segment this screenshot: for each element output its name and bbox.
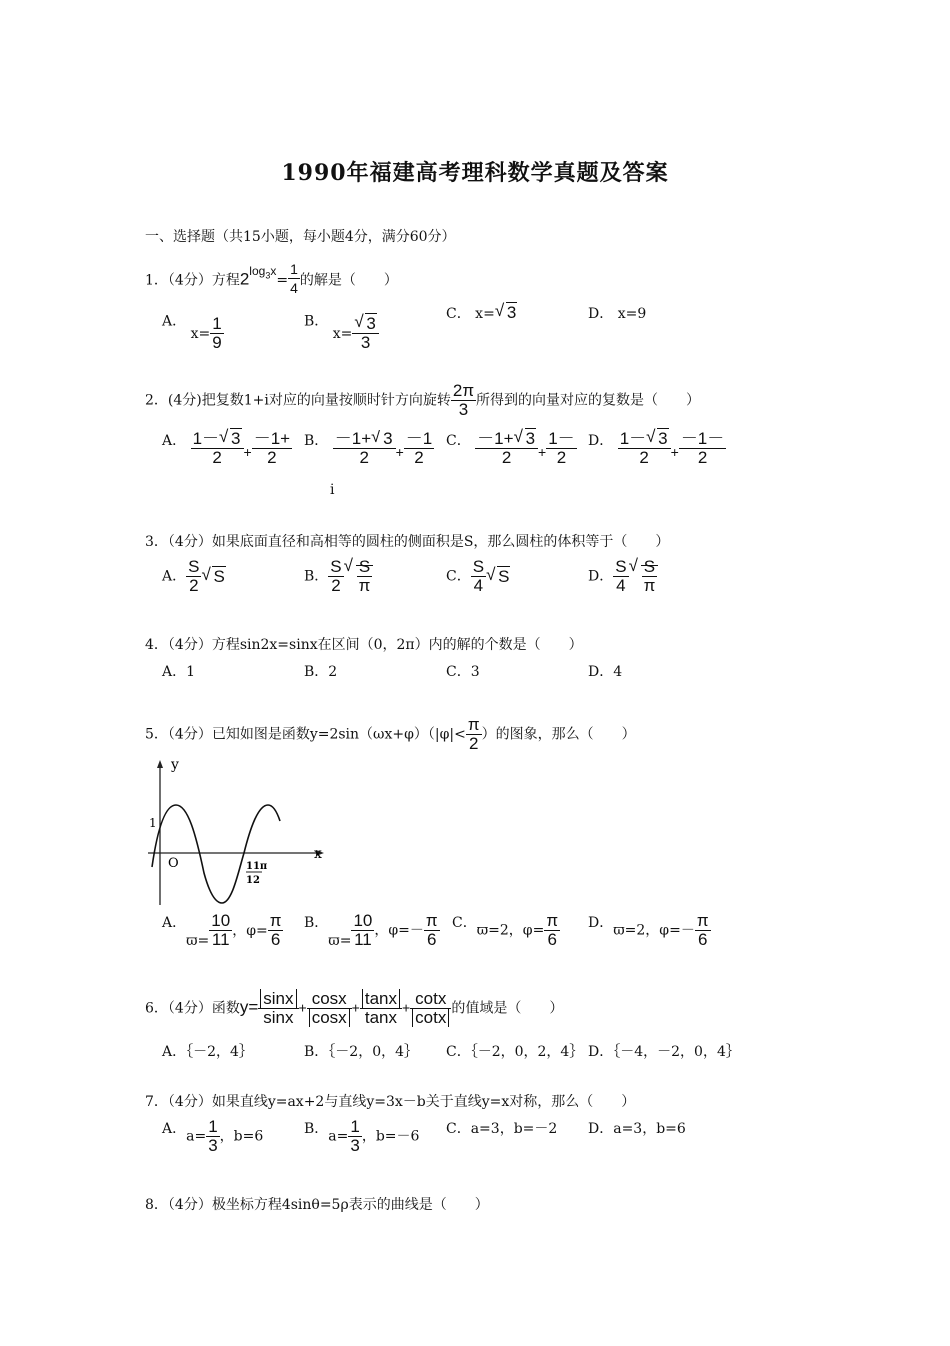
q1-b-fraction — [352, 315, 378, 352]
q7-a-pre: a= — [186, 1128, 207, 1145]
q5-b-w: ϖ= — [328, 932, 352, 949]
q1-a-pre: x= — [190, 325, 211, 342]
q5-option-b[interactable] — [304, 912, 440, 949]
q3-option-c[interactable] — [446, 558, 510, 595]
q5-d-w: ϖ=2，φ=－ — [613, 922, 695, 939]
q6-prefix: 6．（4分）函数 — [145, 1000, 240, 1017]
q3-d-rden: π — [643, 576, 656, 595]
q5-a-phi: ，φ= — [232, 922, 268, 939]
q3-b-rnum: √ S — [357, 558, 373, 577]
q1-eq: = — [276, 272, 289, 289]
q2-d-frac2 — [679, 430, 726, 467]
q5-c-pn: π — [546, 911, 559, 930]
q7-b-fraction — [348, 1118, 361, 1155]
q1-a-label: A． — [162, 313, 187, 330]
q6-t2d: cosx — [309, 1008, 350, 1027]
q5-a-label: A． — [162, 915, 187, 931]
q2-c-d1: 2 — [501, 448, 512, 467]
q1-rhs-num: 1 — [290, 261, 298, 277]
q7-option-a[interactable] — [162, 1118, 263, 1155]
q2-c-d2: 2 — [556, 448, 567, 467]
q5-a-wn: 10 — [211, 911, 231, 930]
q4-option-d[interactable]: D．4 — [588, 664, 623, 680]
q2-a-label: A． — [162, 433, 187, 449]
q3-d-label: D． — [588, 568, 614, 585]
q1-exp-sub: 3 — [265, 270, 271, 281]
q3-option-b[interactable] — [304, 558, 373, 595]
q2-b-d1: 2 — [359, 448, 369, 467]
q6-term-3 — [360, 990, 402, 1027]
q7-a-label: A． — [162, 1121, 187, 1137]
q3-a-fraction — [186, 558, 201, 595]
q3-d-num: S — [615, 557, 627, 576]
q5-b-pd: 6 — [427, 930, 437, 949]
q1-exp-var: x — [270, 263, 277, 278]
q5-c-phi-fraction — [544, 912, 560, 949]
origin-label: O — [168, 856, 179, 871]
q1-a-num: 1 — [212, 314, 222, 333]
q2-c-frac2 — [546, 430, 576, 467]
q1-suffix: 的解是（ ） — [299, 272, 398, 289]
question-2 — [145, 382, 700, 419]
q2-d-d2: 2 — [697, 448, 708, 467]
q5-a-wd: 11 — [211, 930, 230, 949]
x-label: x — [314, 846, 322, 862]
q1-option-d[interactable] — [588, 303, 646, 323]
q2-c-n2: 1－ — [548, 429, 575, 448]
q3-c-den: 4 — [473, 576, 484, 595]
sine-curve — [152, 805, 280, 903]
q2-option-b[interactable] — [304, 430, 444, 467]
q7-b-den: 3 — [350, 1136, 360, 1155]
q3-option-d[interactable] — [588, 558, 658, 595]
q2-a-d1: 2 — [212, 448, 222, 467]
q2-b-imag-unit: i — [330, 482, 335, 498]
q7-option-c[interactable]: C．a=3，b=－2 — [446, 1121, 558, 1137]
q3-a-rad: S — [213, 566, 225, 586]
page-title: 1990年福建高考理科数学真题及答案 — [281, 160, 669, 186]
q5-sine-graph — [140, 755, 335, 915]
q1-prefix: 1．（4分）方程 — [145, 272, 240, 289]
q2-d-frac1 — [618, 430, 671, 467]
q7-b-num: 1 — [350, 1117, 360, 1136]
q5-suffix: ）的图象，那么（ ） — [481, 726, 636, 743]
q7-a-num: 1 — [208, 1117, 218, 1136]
q1-option-c[interactable] — [446, 303, 517, 323]
question-4: 4．（4分）方程sin2x=sinx在区间（0，2π）内的解的个数是（ ） — [145, 637, 583, 653]
q2-a-d2: 2 — [267, 448, 277, 467]
question-7: 7．（4分）如果直线y=ax+2与直线y=3x－b关于直线y=x对称，那么（ ） — [145, 1094, 636, 1110]
q2-option-a[interactable] — [162, 430, 292, 467]
q4-option-c[interactable]: C．3 — [446, 664, 480, 680]
q6-option-c[interactable]: C．｛－2，0，2，4｝ — [446, 1044, 584, 1060]
q3-c-num: S — [472, 557, 485, 576]
q1-rhs-den: 4 — [290, 280, 298, 296]
q2-a-r1: 3 — [231, 429, 241, 448]
q2-c-plus: + — [538, 444, 547, 460]
q3-d-den: 4 — [616, 576, 626, 595]
q7-b-label: B． — [304, 1121, 329, 1137]
q2-c-r1: 3 — [525, 429, 536, 448]
one-label: 1 — [149, 816, 157, 830]
q3-a-label: A． — [162, 568, 187, 585]
q3-a-den: 2 — [189, 576, 199, 595]
q7-a-den: 3 — [208, 1136, 218, 1155]
y-axis-arrow — [157, 760, 163, 768]
question-3: 3．（4分）如果底面直径和高相等的圆柱的侧面积是S，那么圆柱的体积等于（ ） — [145, 534, 670, 550]
q2-c-label: C． — [446, 433, 471, 449]
q6-t2n: cosx — [307, 990, 352, 1009]
q7-option-d[interactable]: D．a=3，b=6 — [588, 1121, 686, 1137]
q3-a-num: S — [188, 557, 200, 576]
q2-option-d[interactable] — [588, 430, 726, 467]
q4-option-b[interactable]: B．2 — [304, 664, 338, 680]
q6-option-d[interactable]: D．｛－4，－2，0，4｝ — [588, 1044, 740, 1060]
q2-d-d1: 2 — [639, 448, 649, 467]
q3-c-rad: S — [498, 566, 510, 586]
q5-b-wd: 11 — [354, 930, 372, 949]
q5-limit-fraction — [466, 716, 482, 753]
q2-b-label: B． — [304, 433, 329, 449]
q5-option-c[interactable] — [452, 912, 560, 949]
q6-term-2 — [307, 990, 352, 1027]
q3-b-fraction — [328, 558, 343, 595]
q6-suffix: 的值域是（ ） — [451, 1000, 564, 1017]
q3-b-num: S — [330, 557, 342, 576]
q5-d-pd: 6 — [697, 930, 708, 949]
q2-c-n1: －1+ — [477, 429, 514, 448]
tick-num: 11π — [246, 861, 268, 872]
q1-c-pre: x= — [475, 306, 495, 322]
q5-a-phi-fraction — [268, 912, 284, 949]
q2-d-r1: 3 — [658, 429, 668, 448]
q3-b-den: 2 — [331, 576, 341, 595]
q5-b-phi-fraction — [424, 912, 440, 949]
question-8: 8．（4分）极坐标方程4sinθ=5ρ表示的曲线是（ ） — [145, 1197, 489, 1213]
tick-den: 12 — [246, 875, 260, 886]
q3-d-fraction — [613, 558, 628, 595]
q5-prefix: 5．（4分）已知如图是函数y=2sin（ωx+φ）（|φ|< — [145, 726, 466, 743]
q2-a-frac2 — [252, 430, 292, 467]
q2-a-frac1 — [191, 430, 244, 467]
q2-d-n1: 1－ — [619, 429, 647, 448]
q2-b-n1: －1+ — [334, 430, 372, 448]
q5-b-w-fraction — [351, 912, 374, 949]
q3-c-fraction — [471, 558, 486, 595]
q3-b-rad-fraction — [357, 558, 373, 595]
q1-option-b[interactable] — [304, 303, 379, 352]
q2-ang-num: 2π — [452, 381, 475, 400]
q2-b-frac2 — [404, 430, 434, 467]
q3-b-label: B． — [304, 568, 329, 585]
q5-c-pd: 6 — [547, 930, 557, 949]
q7-a-fraction — [206, 1118, 219, 1155]
q1-b-den: 3 — [360, 333, 371, 352]
q5-d-phi-fraction — [695, 912, 711, 949]
q2-a-n1: 1－ — [192, 429, 220, 448]
q5-c-label: C． — [452, 915, 477, 931]
q1-b-pre: x= — [332, 325, 353, 342]
q1-base: 2 — [239, 269, 250, 289]
q5-a-w-fraction — [209, 912, 232, 949]
q3-b-rden: π — [358, 576, 371, 595]
q1-b-num: 3 — [366, 314, 376, 333]
question-1 — [145, 262, 398, 299]
q6-plus-3: + — [401, 999, 411, 1016]
q1-b-label: B． — [304, 313, 329, 330]
q7-b-post: ，b=－6 — [361, 1128, 420, 1145]
q1-d-text: x=9 — [617, 306, 647, 322]
section-heading: 一、选择题（共15小题，每小题4分，满分60分） — [145, 229, 456, 245]
q1-d-label: D． — [588, 306, 614, 322]
q5-a-pd: 6 — [270, 930, 281, 949]
q2-suffix: 所得到的向量对应的复数是（ ） — [476, 392, 701, 409]
q1-a-fraction — [210, 315, 223, 352]
q6-option-b[interactable]: B．｛－2，0，4｝ — [304, 1044, 419, 1060]
y-label: y — [171, 757, 179, 773]
q6-plus-2: + — [351, 999, 360, 1016]
q6-t1n: sinx — [260, 989, 296, 1008]
q7-a-post: ，b=6 — [219, 1128, 264, 1145]
q5-lim-num: π — [467, 715, 480, 734]
q2-b-r1: 3 — [383, 430, 393, 448]
q5-b-pn: π — [425, 911, 438, 930]
q2-d-label: D． — [588, 433, 614, 449]
q5-d-pn: π — [696, 911, 709, 930]
q5-b-wn: 10 — [353, 911, 373, 930]
q1-exp: log — [249, 263, 266, 278]
q2-d-n2: －1－ — [680, 429, 725, 448]
q5-d-label: D． — [588, 915, 614, 931]
q2-ang-den: 3 — [458, 400, 469, 419]
q5-option-d[interactable] — [588, 912, 711, 949]
q1-a-den: 9 — [212, 333, 222, 352]
q7-option-b[interactable] — [304, 1118, 419, 1155]
q5-a-pn: π — [269, 911, 282, 930]
q5-lim-den: 2 — [468, 734, 479, 753]
q2-b-d2: 2 — [414, 448, 424, 467]
q2-prefix: 2．(4分)把复数1+i对应的向量按顺时针方向旋转 — [145, 392, 451, 409]
q5-option-a[interactable] — [162, 912, 283, 949]
q6-t3n: tanx — [362, 989, 400, 1008]
q1-rhs-fraction — [288, 260, 300, 297]
q2-b-frac1 — [333, 430, 396, 467]
q6-t4d: cotx — [412, 1008, 449, 1027]
q5-c-w: ϖ=2，φ= — [476, 922, 545, 939]
q2-a-plus: + — [243, 444, 252, 460]
q1-c-rad: 3 — [506, 303, 517, 322]
q3-d-rad-fraction — [642, 558, 658, 595]
q6-t4n: cotx — [410, 990, 451, 1009]
q2-b-n2: －1 — [405, 430, 433, 448]
q2-d-plus: + — [670, 444, 679, 460]
q3-option-a[interactable] — [162, 558, 226, 595]
q6-plus-1: + — [298, 999, 307, 1016]
q6-option-a[interactable]: A．｛－2，4｝ — [162, 1044, 253, 1060]
q7-b-pre: a= — [328, 1128, 349, 1145]
q5-a-w: ϖ= — [186, 932, 210, 949]
q2-a-n2: －1+ — [253, 429, 291, 448]
question-5 — [145, 716, 636, 753]
q6-y: y= — [239, 997, 259, 1017]
q2-c-frac1 — [475, 430, 538, 467]
q1-option-a[interactable] — [162, 303, 224, 352]
q3-c-label: C． — [446, 568, 471, 585]
q6-t1d: sinx — [263, 1008, 294, 1027]
q2-b-plus: + — [395, 444, 404, 460]
q2-angle-fraction — [451, 382, 476, 419]
q5-b-label: B． — [304, 915, 329, 931]
q6-term-1 — [258, 990, 298, 1027]
q1-c-label: C． — [446, 306, 471, 322]
q6-t3d: tanx — [364, 1008, 397, 1027]
q5-b-phi: ，φ=－ — [374, 922, 424, 939]
q3-d-rnum: √ S — [642, 558, 658, 577]
question-6 — [145, 990, 563, 1027]
q4-option-a[interactable]: A．1 — [162, 664, 196, 680]
q2-option-c[interactable] — [446, 430, 577, 467]
q6-term-4 — [410, 990, 451, 1027]
